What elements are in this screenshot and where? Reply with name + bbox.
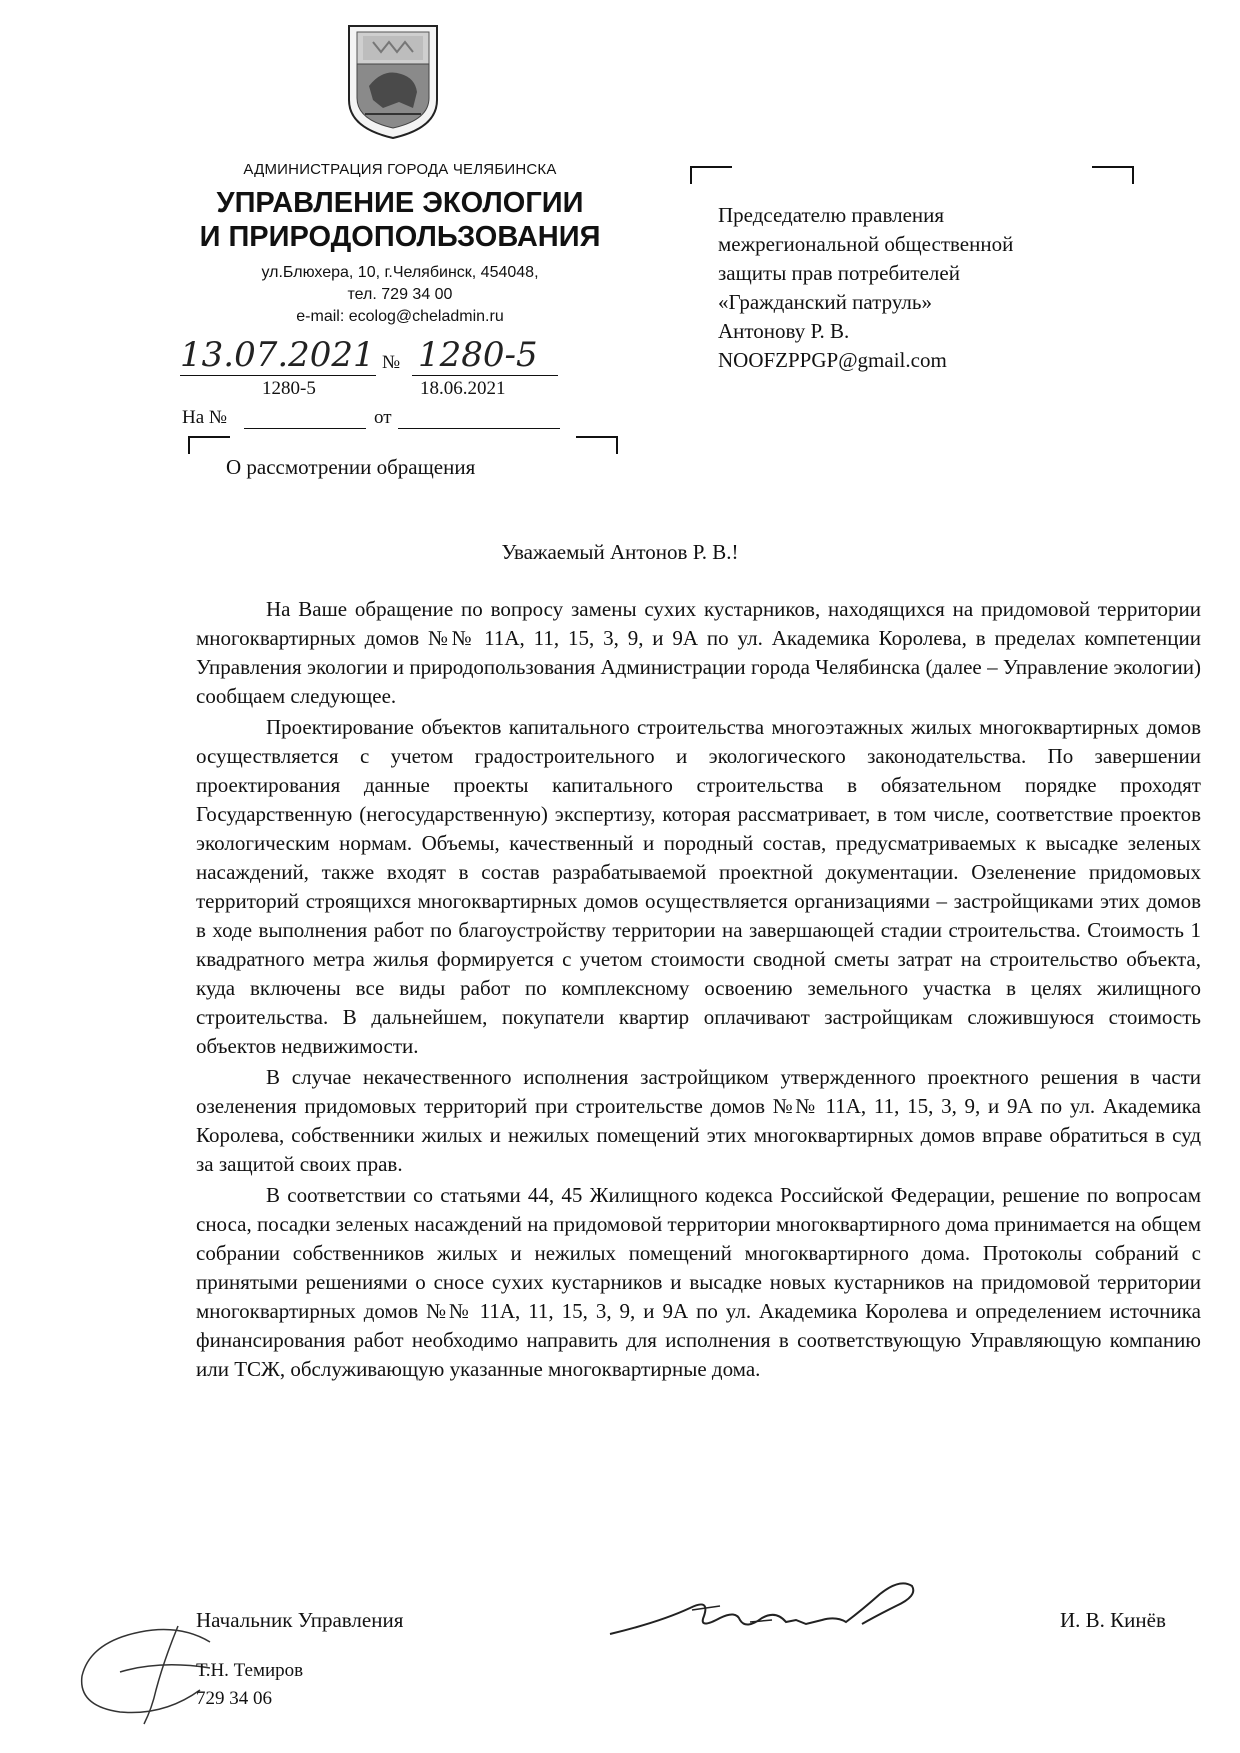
body-paragraph: В случае некачественного исполнения застройщиком утвержденного проектного решения в части озеленения придомовых территорий при строительстве домов №№ 11А, 11, 15, 3, 9, и 9А по ул. Академика Королева, собственники жилых и нежилых помещений этих многоквартирных домов вправе обратиться в суд за защитой своих прав. — [196, 1065, 1201, 1176]
subject-bracket-left — [188, 436, 230, 454]
department-contacts — [180, 262, 620, 328]
letter-body — [196, 595, 1201, 1386]
number-sign: № — [382, 352, 401, 373]
department-address: ул.Блюхера, 10, г.Челябинск, 454048, — [261, 264, 539, 281]
signature-icon — [600, 1572, 930, 1652]
addressee-line: Антонову Р. В. — [718, 319, 850, 343]
signatory-name: И. В. Кинёв — [1060, 1608, 1166, 1632]
number-underline — [412, 375, 558, 376]
handwritten-date: 13.07.2021 — [180, 335, 375, 375]
subject: О рассмотрении обращения — [226, 455, 476, 479]
body-paragraph: На Ваше обращение по вопросу замены сухих кустарников, находящихся на придомовой территории многоквартирных домов №№ 11А, 11, 15, 3, 9, и 9А по ул. Академика Королева, в пределах компетенции Управления экологии и природопользования Администрации города Челябинска (далее – Управление экологии) сообщаем следующее. — [196, 597, 1201, 708]
handwritten-number: 1280-5 — [418, 335, 538, 375]
addressee-line: Председателю правления — [718, 203, 945, 227]
addressee-line: NOOFZPPGP@gmail.com — [718, 348, 947, 372]
addressee-line: межрегиональной общественной — [718, 232, 1014, 256]
department-email: e-mail: ecolog@cheladmin.ru — [296, 308, 504, 325]
ref-date-line — [398, 428, 560, 429]
administration-name: АДМИНИСТРАЦИЯ ГОРОДА ЧЕЛЯБИНСКА — [243, 161, 557, 178]
department-title-line1: УПРАВЛЕНИЕ ЭКОЛОГИИ — [216, 187, 584, 219]
addressee-line: «Гражданский патруль» — [718, 290, 932, 314]
department-title — [160, 186, 640, 254]
addressee-line: защиты прав потребителей — [718, 261, 960, 285]
body-paragraph: Проектирование объектов капитального строительства многоэтажных жилых многоквартирных домов осуществляется с учетом градостроительного и экологического законодательства. По завершении проектирования данные проекты капитального строительства в обязательном порядке проходят Государственную (негосударственную) экспертизу, которая рассматривает, в том числе, соответствие проектов экологическим нормам. Объемы, качественный и породный состав, предусматриваемых к высадке зеленых насаждений, также входят в состав разрабатываемой проектной документации. Озеленение придомовых территорий строящихся многоквартирных домов осуществляется организациями – застройщиками этих домов в ходе выполнения работ по благоустройству территории на завершающей стадии строительства. Стоимость 1 квадратного метра жилья формируется с учетом стоимости сводной сметы затрат на строительство объекта, куда включены все виды работ по комплексному освоению земельного участка в целях жилищного строительства. В дальнейшем, покупатели квартир оплачивают застройщикам сложившуюся стоимость объектов недвижимости. — [196, 715, 1201, 1058]
salutation: Уважаемый Антонов Р. В.! — [501, 540, 739, 564]
addressee-bracket-left — [690, 166, 732, 184]
signatory-position: Начальник Управления — [196, 1608, 404, 1632]
executor-phone: 729 34 06 — [196, 1688, 272, 1709]
typed-date: 18.06.2021 — [420, 378, 506, 399]
date-underline — [180, 375, 376, 376]
executor-name: Т.Н. Темиров — [196, 1660, 304, 1681]
ref-number-line — [244, 428, 366, 429]
addressee-block — [718, 201, 1013, 375]
department-phone: тел. 729 34 00 — [347, 286, 453, 303]
typed-number: 1280-5 — [262, 378, 316, 399]
department-title-line2: И ПРИРОДОПОЛЬЗОВАНИЯ — [199, 221, 601, 253]
city-emblem-icon — [343, 22, 443, 140]
addressee-bracket-right — [1092, 166, 1134, 184]
subject-bracket-right — [576, 436, 618, 454]
ref-number-label: На № — [182, 407, 228, 428]
body-paragraph: В соответствии со статьями 44, 45 Жилищного кодекса Российской Федерации, решение по вопросам сноса, посадки зеленых насаждений на придомовой территории многоквартирного дома принимается на общем собрании собственников жилых и нежилых помещений многоквартирного дома. Протоколы собраний с принятыми решениями о сносе сухих кустарников и высадке новых кустарников на придомовой территории многоквартирных домов №№ 11А, 11, 15, 3, 9, и 9А по ул. Академика Королева и определением источника финансирования работ необходимо направить для исполнения в соответствующую Управляющую компанию или ТСЖ, обслуживающую указанные многоквартирные дома. — [196, 1183, 1201, 1381]
ref-from-label: от — [374, 407, 392, 428]
